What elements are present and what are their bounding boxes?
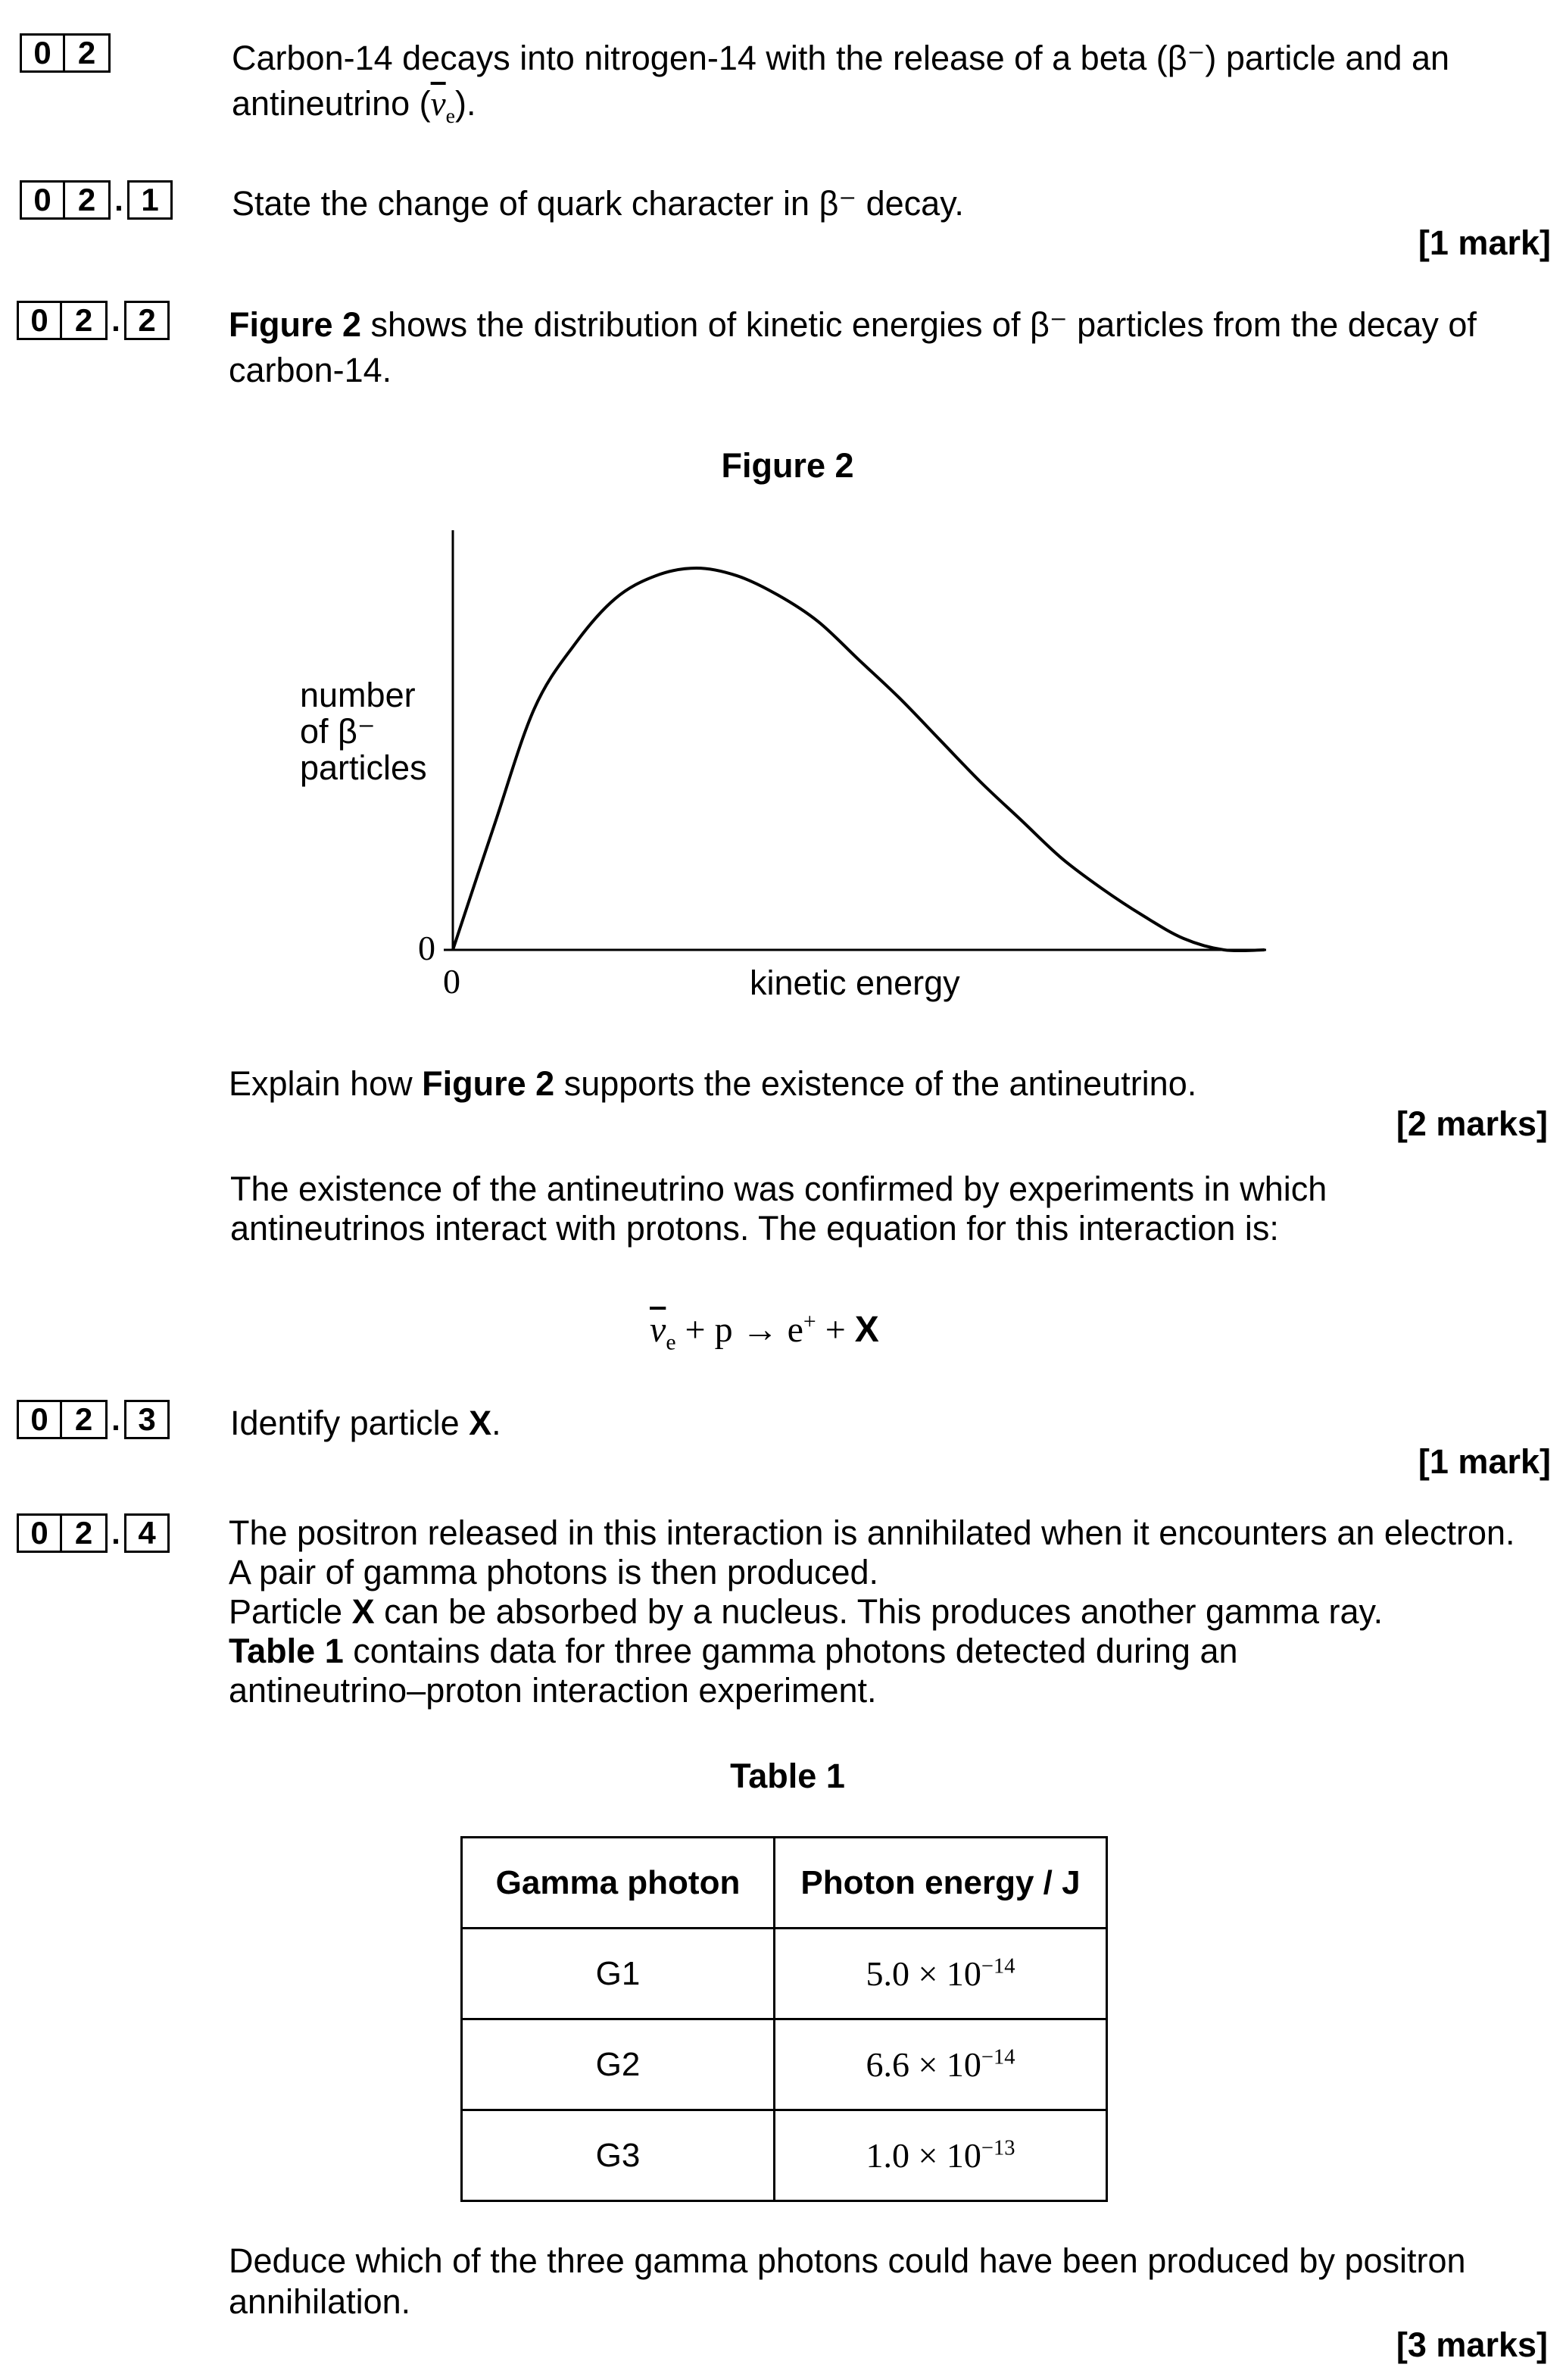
question-number-02-4 [17,1513,170,1553]
photon-name-cell: G1 [462,1929,775,2019]
q022-explain-text: Explain how Figure 2 supports the existence of the antineutrino. [229,1064,1197,1103]
interaction-equation: $\overline{v}_e + p \to e^+ + X$ [650,1309,879,1355]
q023-marks: [1 mark] [1418,1442,1551,1481]
q023-question-text: Identify particle X. [230,1404,501,1442]
chart-y-origin-label: 0 [418,929,435,967]
photon-name-cell: G2 [462,2019,775,2110]
q024-line1: The positron released in this interaction is annihilated when it encounters an electron. [229,1513,1515,1552]
q024-deduce-line1: Deduce which of the three gamma photons could have been produced by positron [229,2241,1466,2280]
table-row [462,2110,1107,2201]
q024-line3: Particle X can be absorbed by a nucleus. This produces another gamma ray. [229,1592,1384,1631]
chart-y-label-line3: particles [300,748,427,787]
qnum-digit: 2 [65,33,111,73]
photon-name-cell: G3 [462,2110,775,2201]
photon-energy-cell: $5.0 \times 10^{-14}$ [775,1929,1107,2019]
qnum-digit: 2 [62,301,108,340]
q02-intro-line1: Carbon-14 decays into nitrogen-14 with the release of a beta (β⁻) particle and an [232,39,1450,77]
distribution-curve [453,568,1265,951]
gamma-photon-table [460,1836,1108,2202]
chart-y-label-line2: of β⁻ [300,712,376,751]
qnum-digit: 0 [17,301,62,340]
q024-line2: A pair of gamma photons is then produced. [229,1553,879,1591]
q022-marks: [2 marks] [1396,1104,1548,1143]
chart-y-label-line1: number [300,676,416,714]
qnum-digit: 0 [17,1513,62,1553]
photon-energy-cell: $6.6 \times 10^{-14}$ [775,2019,1107,2110]
question-number-02-3 [17,1400,170,1439]
q022-confirm-line1: The existence of the antineutrino was confirmed by experiments in which [230,1170,1327,1208]
qnum-digit: 2 [124,301,170,340]
qnum-digit: 2 [62,1400,108,1439]
photon-energy-cell: $1.0 \times 10^{-13}$ [775,2110,1107,2201]
table-row [462,2019,1107,2110]
q024-line4: Table 1 contains data for three gamma photons detected during an [229,1632,1238,1670]
qnum-digit: 0 [17,1400,62,1439]
q022-confirm-line2: antineutrinos interact with protons. The equation for this interaction is: [230,1209,1279,1248]
qnum-dot: . [111,302,120,338]
q024-deduce-line2: annihilation. [229,2282,411,2321]
qnum-digit: 0 [20,180,65,220]
qnum-digit: 0 [20,33,65,73]
table-row [462,1929,1107,2019]
figure-2-chart [0,0,1566,1060]
qnum-digit: 3 [124,1400,170,1439]
qnum-dot: . [114,182,123,217]
q024-marks: [3 marks] [1396,2325,1548,2364]
q021-question-text: State the change of quark character in β⁻ decay. [232,184,964,223]
chart-x-label: kinetic energy [750,964,960,1002]
table-header-cell: Gamma photon [462,1838,775,1929]
qnum-dot: . [111,1401,120,1437]
table-header-row [462,1838,1107,1929]
qnum-dot: . [111,1515,120,1551]
q022-intro-line1: Figure 2 shows the distribution of kinetic energies of β⁻ particles from the decay of [229,305,1477,344]
table-title: Table 1 [730,1757,845,1795]
qnum-digit: 2 [62,1513,108,1553]
q022-intro-line2: carbon-14. [229,351,392,389]
q02-intro-line2: antineutrino $(\overline{v}_e)$. [232,84,476,128]
q024-line5: antineutrino–proton interaction experiment. [229,1671,877,1710]
qnum-digit: 2 [65,180,111,220]
qnum-digit: 1 [127,180,173,220]
table-header-cell: Photon energy / J [775,1838,1107,1929]
chart-x-origin-label: 0 [443,962,460,1001]
qnum-digit: 4 [124,1513,170,1553]
figure-title: Figure 2 [721,446,854,485]
q021-marks: [1 mark] [1418,223,1551,262]
